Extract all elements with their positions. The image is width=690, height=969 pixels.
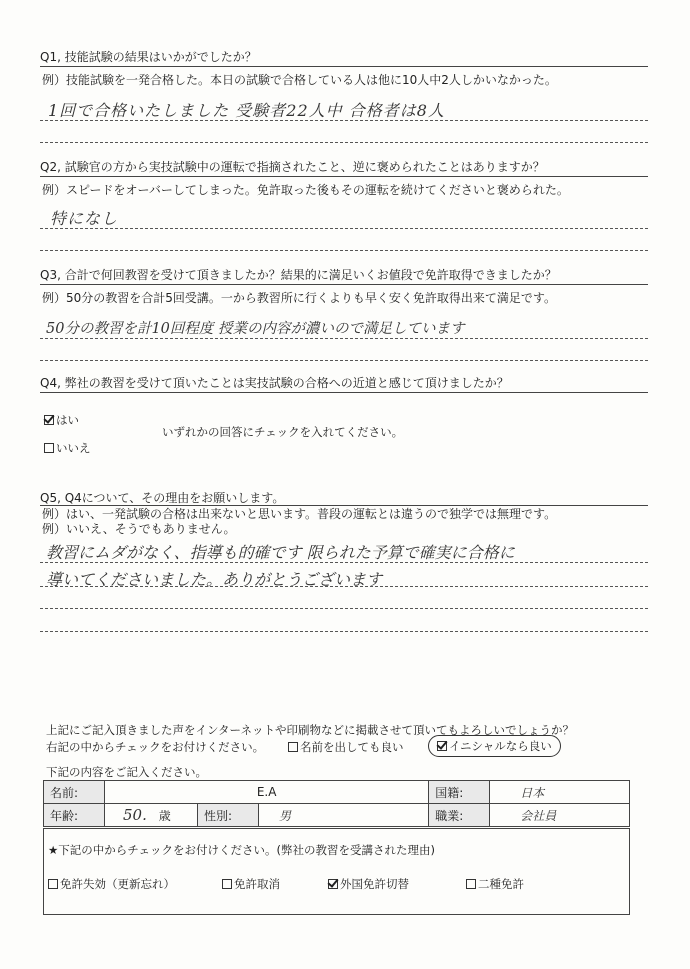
consent-option-name[interactable]: 名前を出しても良い <box>288 739 404 755</box>
gender-label: 性別: <box>198 804 259 827</box>
consent-question: 上記にご記入頂きました声をインターネットや印刷物などに掲載させて頂いてもよろしいでしょうか？ <box>46 723 574 737</box>
answer-line <box>40 228 648 229</box>
q4-yes-option[interactable]: はい <box>44 412 79 428</box>
q4-question: Q4, 弊社の教習を受けて頂いたことは実技試験の合格への近道と感じて頂けましたか？ <box>40 376 509 390</box>
q2-question: Q2, 試験官の方から実技試験中の運転で指摘されたこと、逆に褒められたことはありますか？ <box>40 160 545 174</box>
divider <box>40 176 648 177</box>
q2-example: 例）スピードをオーバーしてしまった。免許取った後もその運転を続けてくださいと褒められた。 <box>42 183 569 197</box>
q2-answer[interactable]: 特になし <box>50 209 119 228</box>
nationality-label: 国籍: <box>429 781 490 804</box>
q3-answer[interactable]: 50分の教習を計10回程度 授業の内容が濃いので満足しています <box>46 321 465 337</box>
form-heading: 下記の内容をご記入ください。 <box>46 765 207 779</box>
nationality-field[interactable]: 日本 <box>490 781 630 804</box>
reasons-heading: ★下記の中からチェックをお付けください。(弊社の教習を受講された理由) <box>48 843 435 857</box>
answer-line <box>40 608 648 609</box>
q4-instruction: いずれかの回答にチェックを入れてください。 <box>162 425 404 439</box>
age-field[interactable]: 50. 歳 <box>105 804 198 827</box>
q5-example-yes: 例）はい、一発試験の合格は出来ないと思います。普段の運転とは違うので独学では無理です。 <box>42 507 557 521</box>
consent-instruction: 右記の中からチェックをお付けください。 <box>46 740 265 754</box>
gender-field[interactable]: 男 <box>259 804 429 827</box>
q1-question: Q1, 技能試験の結果はいかがでしたか？ <box>40 50 257 64</box>
checkbox-checked-icon[interactable] <box>437 741 447 751</box>
name-label: 名前: <box>44 781 105 804</box>
q3-example: 例）50分の教習を合計5回受講。一から教習所に行くよりも早く安く免許取得出来て満足です。 <box>42 291 556 305</box>
age-label: 年齢: <box>44 804 105 827</box>
answer-line <box>40 250 648 251</box>
name-field[interactable]: E.A <box>105 781 429 804</box>
q5-question: Q5, Q4について、その理由をお願いします。 <box>40 491 285 505</box>
q1-example: 例）技能試験を一発合格した。本日の試験で合格している人は他に10人中2人しかいなかった。 <box>42 73 557 87</box>
checkbox-checked-icon[interactable] <box>44 415 54 425</box>
q5-answer-line2[interactable]: 導いてくださいました。ありがとうございます <box>46 570 383 589</box>
consent-option-initial[interactable]: イニシャルなら良い <box>428 735 561 757</box>
q5-example-no: 例）いいえ、そうでもありません。 <box>42 522 236 536</box>
answer-line <box>40 338 648 339</box>
reason-option[interactable]: 免許取消 <box>222 876 280 892</box>
q4-no-option[interactable]: いいえ <box>44 440 91 456</box>
checkbox-checked-icon[interactable] <box>328 879 338 889</box>
reason-option[interactable]: 外国免許切替 <box>328 876 409 892</box>
checkbox-icon[interactable] <box>288 742 298 752</box>
checkbox-icon[interactable] <box>48 879 58 889</box>
personal-info-table <box>43 780 630 827</box>
answer-line <box>40 631 648 632</box>
q3-question: Q3, 合計で何回教習を受けて頂きましたか？結果的に満足いくお値段で免許取得できましたか？ <box>40 268 557 282</box>
q5-answer-line1[interactable]: 教習にムダがなく、指導も的確です 限られた予算で確実に合格に <box>46 543 515 562</box>
q1-answer[interactable]: 1回で合格いたしました 受験者22人中 合格者は8人 <box>48 101 445 120</box>
answer-line <box>40 120 648 121</box>
answer-line <box>40 142 648 143</box>
answer-line <box>40 562 648 563</box>
divider <box>40 66 648 67</box>
reason-option[interactable]: 二種免許 <box>466 876 524 892</box>
reason-option[interactable]: 免許失効（更新忘れ） <box>48 876 175 892</box>
answer-line <box>40 360 648 361</box>
answer-line <box>40 586 648 587</box>
divider <box>40 392 648 393</box>
checkbox-icon[interactable] <box>44 443 54 453</box>
job-field[interactable]: 会社員 <box>490 804 630 827</box>
checkbox-icon[interactable] <box>222 879 232 889</box>
checkbox-icon[interactable] <box>466 879 476 889</box>
job-label: 職業: <box>429 804 490 827</box>
divider <box>40 284 648 285</box>
